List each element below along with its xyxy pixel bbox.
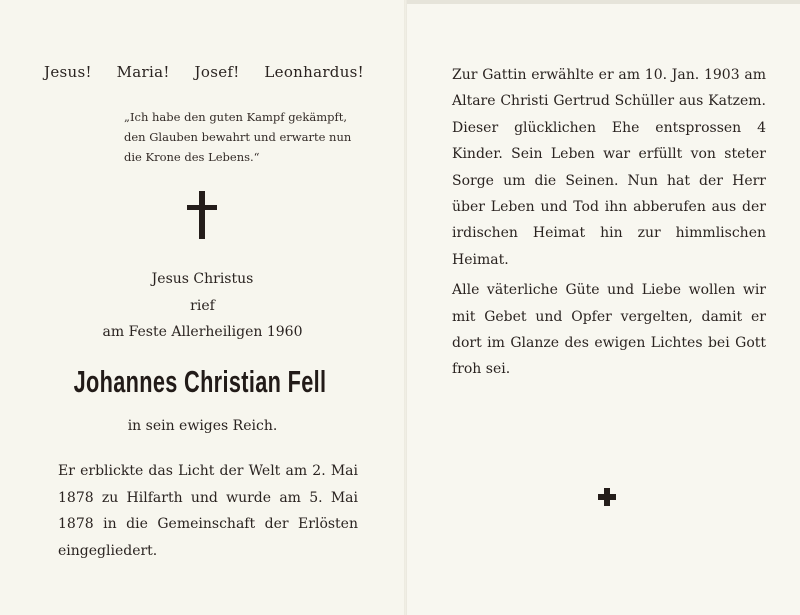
latin-cross-icon <box>187 191 217 239</box>
announcement-line-1: Jesus Christus <box>151 271 254 287</box>
invocation-maria: Maria! <box>116 63 170 81</box>
invocation-line <box>44 63 364 81</box>
deceased-name: Johannes Christian Fell <box>73 364 327 399</box>
announcement-line-3: am Feste Allerheiligen 1960 <box>102 324 303 340</box>
invocation-josef: Josef! <box>194 63 240 81</box>
biography-text: Er erblickte das Licht der Welt am 2. Mai 1878 zu Hilfarth und wurde am 5. Mai 1878 in die Gemeinschaft der Erlösten eingegliedert. <box>58 463 358 559</box>
invocation-jesus: Jesus! <box>44 63 92 81</box>
announcement-line-2: rief <box>190 298 215 314</box>
invocation-leonhardus: Leonhardus! <box>264 63 364 81</box>
greek-cross-icon <box>598 488 616 506</box>
closing-line: in sein ewiges Reich. <box>127 418 278 434</box>
prayer-paragraph: Alle väterliche Güte und Liebe wollen wir mit Gebet und Opfer vergelten, damit er dort im Glanze des ewigen Lichtes bei Gott froh sei. <box>452 282 766 378</box>
right-panel-text <box>452 62 766 383</box>
scripture-quote: „Ich habe den guten Kampf gekämpft, den Glauben bewahrt und erwarte nun die Krone des Lebens.“ <box>124 110 352 164</box>
life-paragraph: Zur Gattin erwählte er am 10. Jan. 1903 am Altare Christi Gertrud Schüller aus Katzem. Dieser glücklichen Ehe entsprossen 4 Kinder. Sein Leben war erfüllt von steter Sorge um die Seinen. Nun hat der Herr über Leben und Tod ihn abberufen aus der irdischen Heimat hin zur himmlischen Heimat. <box>452 67 766 268</box>
paper-edge <box>407 0 800 4</box>
